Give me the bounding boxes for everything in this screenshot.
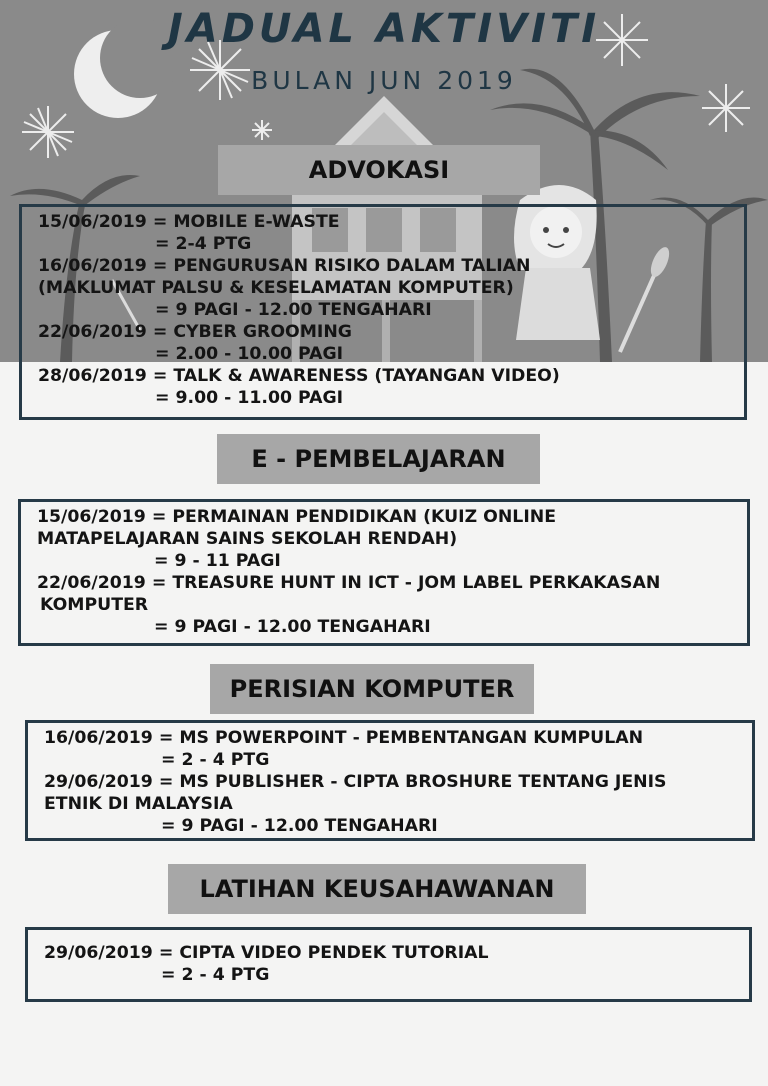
activity-line: ETNIK DI MALAYSIA bbox=[44, 794, 233, 814]
activity-box-latihan-keusahawanan bbox=[25, 927, 752, 1002]
activity-time-line: = 9 - 11 PAGI bbox=[154, 551, 281, 571]
activity-box-advokasi bbox=[19, 204, 747, 420]
section-heading-perisian-komputer: PERISIAN KOMPUTER bbox=[210, 664, 534, 714]
activity-line: 15/06/2019 = MOBILE E-WASTE bbox=[38, 212, 340, 232]
section-heading-latihan-keusahawanan: LATIHAN KEUSAHAWANAN bbox=[168, 864, 586, 914]
activity-time-line: = 9 PAGI - 12.00 TENGAHARI bbox=[161, 816, 438, 836]
activity-line: MATAPELAJARAN SAINS SEKOLAH RENDAH) bbox=[37, 529, 458, 549]
activity-line: 22/06/2019 = CYBER GROOMING bbox=[38, 322, 352, 342]
section-heading-e-pembelajaran: E - PEMBELAJARAN bbox=[217, 434, 540, 484]
activity-box-perisian-komputer bbox=[25, 720, 755, 841]
activity-line: 22/06/2019 = TREASURE HUNT IN ICT - JOM LABEL PERKAKASAN bbox=[37, 573, 661, 593]
activity-time-line: = 9 PAGI - 12.00 TENGAHARI bbox=[154, 617, 431, 637]
activity-line: 16/06/2019 = PENGURUSAN RISIKO DALAM TALIAN bbox=[38, 256, 531, 276]
activity-time-line: = 2.00 - 10.00 PAGI bbox=[155, 344, 344, 364]
activity-line: 16/06/2019 = MS POWERPOINT - PEMBENTANGAN KUMPULAN bbox=[44, 728, 644, 748]
activity-line: 28/06/2019 = TALK & AWARENESS (TAYANGAN VIDEO) bbox=[38, 366, 560, 386]
activity-line: 29/06/2019 = MS PUBLISHER - CIPTA BROSHURE TENTANG JENIS bbox=[44, 772, 667, 792]
page-title: JADUAL AKTIVITI bbox=[167, 6, 601, 52]
activity-line: KOMPUTER bbox=[40, 595, 149, 615]
activity-time-line: = 9.00 - 11.00 PAGI bbox=[155, 388, 344, 408]
activity-time-line: = 2 - 4 PTG bbox=[161, 750, 270, 770]
activity-time-line: = 2-4 PTG bbox=[155, 234, 252, 254]
activity-time-line: = 9 PAGI - 12.00 TENGAHARI bbox=[155, 300, 432, 320]
activity-line: (MAKLUMAT PALSU & KESELAMATAN KOMPUTER) bbox=[38, 278, 514, 298]
section-heading-advokasi: ADVOKASI bbox=[218, 145, 540, 195]
activity-line: 29/06/2019 = CIPTA VIDEO PENDEK TUTORIAL bbox=[44, 943, 489, 963]
activity-line: 15/06/2019 = PERMAINAN PENDIDIKAN (KUIZ ONLINE bbox=[37, 507, 557, 527]
activity-box-e-pembelajaran bbox=[18, 499, 750, 646]
page-subtitle: BULAN JUN 2019 bbox=[251, 66, 517, 95]
activity-time-line: = 2 - 4 PTG bbox=[161, 965, 270, 985]
